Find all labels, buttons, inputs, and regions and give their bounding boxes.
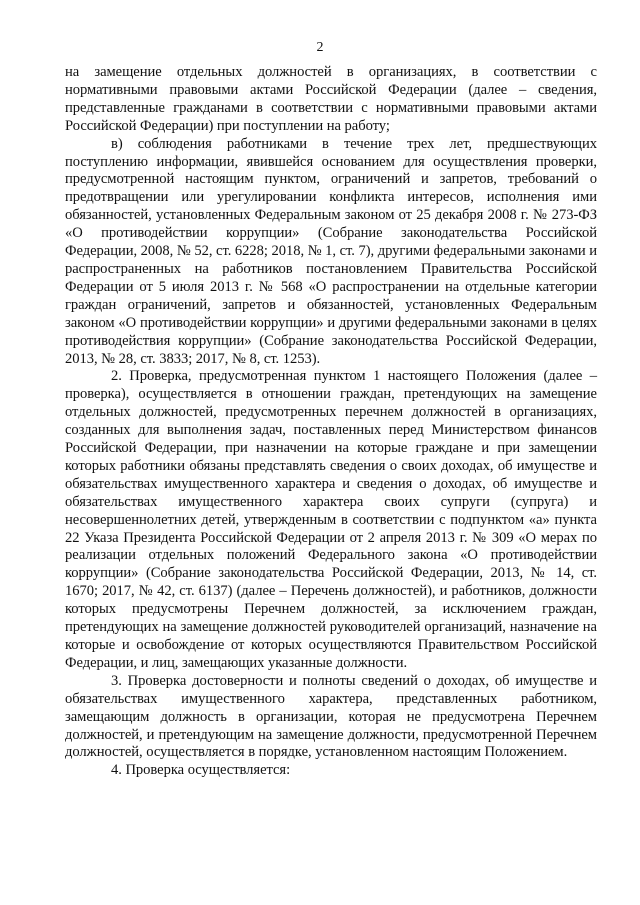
body-text <box>65 64 597 780</box>
page-number: 2 <box>316 40 324 55</box>
paragraph-continuation: на замещение отдельных должностей в организациях, в соответствии с нормативными правовыми актами Российской Федерации (далее – сведения, представленные гражданами в соответствии с нормативными правовыми актами Российской Федерации) при поступлении на работу; <box>65 64 597 134</box>
paragraph-point-2: 2. Проверка, предусмотренная пунктом 1 настоящего Положения (далее – проверка), осуществляется в отношении граждан, претендующих на замещение отдельных должностей, предусмотренных перечнем должностей в организациях, созданных для выполнения задач, поставленных перед Министерством финансов Российской Федерации, при назначении на которые граждане и при замещении которых работники обязаны представлять сведения о своих доходах, об имуществе и обязательствах имущественного характера и сведения о доходах, об имуществе и обязательствах имущественного характера своих супруги (супруга) и несовершеннолетних детей, утвержденным в соответствии с подпунктом «а» пункта 22 Указа Президента Российской Федерации от 2 апреля 2013 г. № 309 «О мерах по реализации отдельных положений Федерального закона «О противодействии коррупции» (Собрание законодательства Российской Федерации, 2013, № 14, ст. 1670; 2017, № 42, ст. 6137) (далее – Перечень должностей), и работников, должности которых предусмотрены Перечнем должностей, за исключением граждан, претендующих на замещение должностей руководителей организаций, назначение на которые и освобождение от которых осуществляются Правительством Российской Федерации, и лиц, замещающих указанные должности. <box>65 368 597 671</box>
paragraph-point-4: 4. Проверка осуществляется: <box>111 762 291 779</box>
paragraph-subpoint-v: в) соблюдения работниками в течение трех лет, предшествующих поступлению информации, явившейся основанием для осуществления проверки, предусмотренной настоящим пунктом, ограничений и запретов, требований о предотвращении или урегулировании конфликта интересов, исполнения ими обязанностей, установленных Федеральным законом от 25 декабря 2008 г. № 273-ФЗ «О противодействии коррупции» (Собрание законодательства Российской Федерации, 2008, № 52, ст. 6228; 2018, № 1, ст. 7), другими федеральными законами и распространенных на работников постановлением Правительства Российской Федерации от 5 июля 2013 г. № 568 «О распространении на отдельные категории граждан ограничений, запретов и обязанностей, установленных Федеральным законом «О противодействии коррупции» и другими федеральными законами в целях противодействия коррупции» (Собрание законодательства Российской Федерации, 2013, № 28, ст. 3833; 2017, № 8, ст. 1253). <box>65 135 597 367</box>
paragraph-point-3: 3. Проверка достоверности и полноты сведений о доходах, об имуществе и обязательствах имущественного характера, представленных работником, замещающим должность в организации, которая не предусмотрена Перечнем должностей, и претендующим на замещение должности, предусмотренной Перечнем должностей, осуществляется в порядке, установленном настоящим Положением. <box>65 672 597 761</box>
